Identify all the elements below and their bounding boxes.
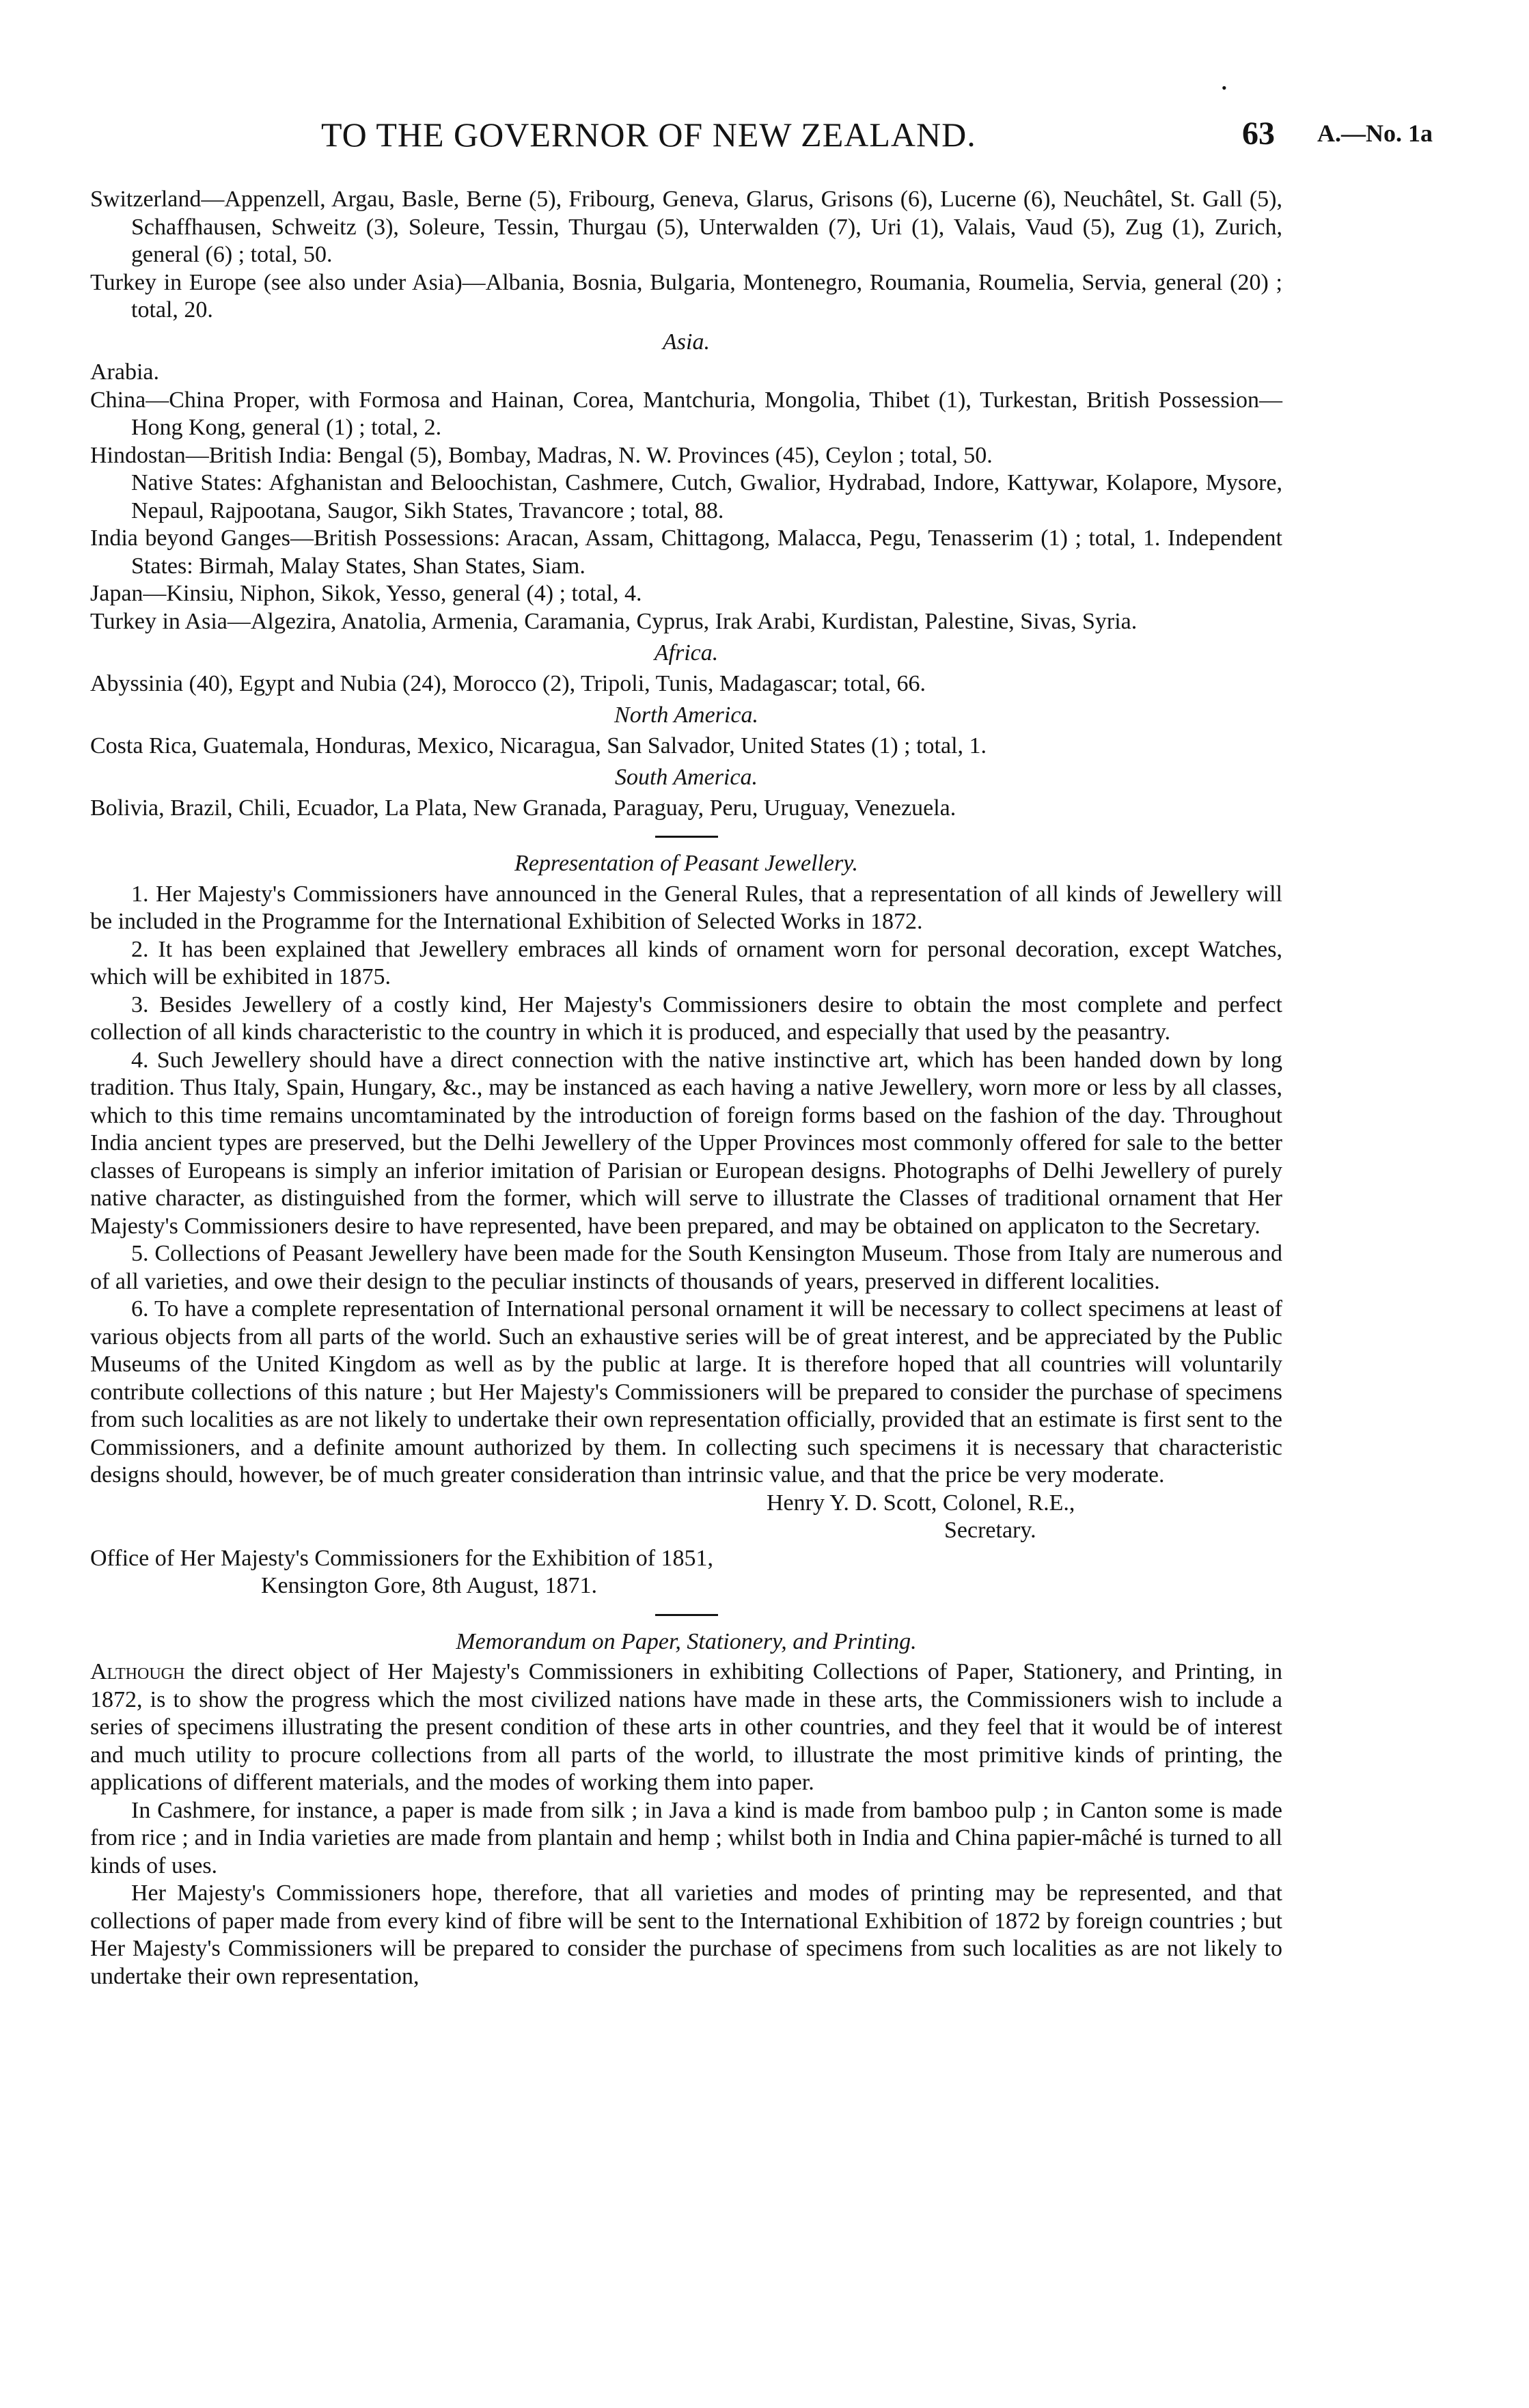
lead-word: Although xyxy=(90,1659,185,1684)
entry-arabia: Arabia. xyxy=(90,359,160,385)
section-divider xyxy=(655,1614,718,1616)
signature-title: Secretary. xyxy=(944,1518,1036,1543)
entry-china: China—China Proper, with Formosa and Hainan, Corea, Mantchuria, Mongolia, Thibet (1), Turkestan, British Possession—Hong Kong, general (1) ; total, 2. xyxy=(90,387,1282,440)
jewellery-paragraph-5: 5. Collections of Peasant Jewellery have been made for the South Kensington Museum. Those from Italy are numerous and of all varieties, and owe their design to the peculiar instincts of thousands of years, preserved in different localities. xyxy=(90,1241,1282,1294)
entry-africa: Abyssinia (40), Egypt and Nubia (24), Morocco (2), Tripoli, Tunis, Madagascar; total, 66. xyxy=(90,670,926,696)
entry-north-america: Costa Rica, Guatemala, Honduras, Mexico, Nicaragua, San Salvador, United States (1) ; total, 1. xyxy=(90,733,987,758)
page-body xyxy=(90,186,1282,1990)
memorandum-paragraph-3: Her Majesty's Commissioners hope, therefore, that all varieties and modes of printing may be represented, and that collections of paper made from every kind of fibre will be sent to the International Exhibition of 1872 by foreign countries ; but Her Majesty's Commissioners will be prepared to consider the purchase of specimens from such localities as are not likely to undertake their own representation, xyxy=(90,1880,1282,1989)
jewellery-paragraph-6: 6. To have a complete representation of International personal ornament it will be necessary to collect specimens at least of various objects from all parts of the world. Such an exhaustive series will be of great interest, and be appreciated by the Public Museums of the United Kingdom as well as by the public at large. It is therefore hoped that all countries will voluntarily contribute collections of this nature ; but Her Majesty's Commissioners will be prepared to consider the purchase of specimens from such localities as are not likely to undertake their own representation officially, provided that an estimate is first sent to the Commissioners, and a definite amount authorized by them. In collecting such specimens it is necessary that characteristic designs should, however, be of much greater consideration than intrinsic value, and that the price be very moderate. xyxy=(90,1296,1282,1488)
jewellery-paragraph-4: 4. Such Jewellery should have a direct connection with the native instinctive art, which has been handed down by long tradition. Thus Italy, Spain, Hungary, &c., may be instanced as each having a native Jewellery, worn more or less by all classes, which to this time remains uncomtaminated by the introduction of foreign forms based on the fashion of the day. Throughout India ancient types are preserved, but the Delhi Jewellery of the Upper Provinces most commonly offered for sale to the better classes of Europeans is simply an inferior imitation of Parisian or European designs. Photographs of Delhi Jewellery of purely native character, as distinguished from the former, which will serve to illustrate the Classes of traditional ornament that Her Majesty's Commissioners desire to have represented, have been prepared, and may be obtained on applicaton to the Secretary. xyxy=(90,1047,1282,1239)
jewellery-heading: Representation of Peasant Jewellery. xyxy=(514,851,858,876)
page-header xyxy=(0,79,1529,169)
signature-name: Henry Y. D. Scott, Colonel, R.E., xyxy=(767,1490,1075,1516)
document-reference: A.—No. 1a xyxy=(1317,120,1433,147)
entry-native-states: Native States: Afghanistan and Beloochistan, Cashmere, Cutch, Gwalior, Hydrabad, Indore, Kattywar, Kolapore, Mysore, Nepaul, Rajpootana, Saugor, Sikh States, Travancore ; total, 88. xyxy=(131,470,1282,523)
jewellery-paragraph-2: 2. It has been explained that Jewellery embraces all kinds of ornament worn for personal decoration, except Watches, which will be exhibited in 1875. xyxy=(90,936,1282,989)
margin-mark: • xyxy=(1222,79,1227,96)
entry-switzerland: Switzerland—Appenzell, Argau, Basle, Berne (5), Fribourg, Geneva, Glarus, Grisons (6), Lucerne (6), Neuchâtel, St. Gall (5), Schaffhausen, Schweitz (3), Soleure, Tessin, Thurgau (5), Unterwalden (7), Uri (1), Valais, Vaud (5), Zug (1), Zurich, general (6) ; total, 50. xyxy=(90,187,1282,267)
entry-turkey-europe: Turkey in Europe (see also under Asia)—Albania, Bosnia, Bulgaria, Montenegro, Roumania, Roumelia, Servia, general (20) ; total, 20. xyxy=(90,269,1282,323)
memorandum-paragraph-2: In Cashmere, for instance, a paper is made from silk ; in Java a kind is made from bamboo pulp ; in Canton some is made from rice ; and in India varieties are made from plantain and hemp ; whilst both in India and China papier-mâché is turned to all kinds of uses. xyxy=(90,1797,1282,1878)
section-heading-africa: Africa. xyxy=(654,640,719,666)
running-title: TO THE GOVERNOR OF NEW ZEALAND. xyxy=(321,115,976,154)
entry-turkey-asia: Turkey in Asia—Algezira, Anatolia, Armenia, Caramania, Cyprus, Irak Arabi, Kurdistan, Palestine, Sivas, Syria. xyxy=(90,608,1138,634)
section-heading-north-america: North America. xyxy=(614,702,758,728)
memorandum-heading: Memorandum on Paper, Stationery, and Printing. xyxy=(456,1628,917,1654)
entry-japan: Japan—Kinsiu, Niphon, Sikok, Yesso, general (4) ; total, 4. xyxy=(90,581,642,606)
jewellery-paragraph-3: 3. Besides Jewellery of a costly kind, Her Majesty's Commissioners desire to obtain the most complete and perfect collection of all kinds characteristic to the country in which it is produced, and especially that used by the peasantry. xyxy=(90,991,1282,1045)
jewellery-paragraph-1: 1. Her Majesty's Commissioners have announced in the General Rules, that a representation of all kinds of Jewellery will be included in the Programme for the International Exhibition of Selected Works in 1872. xyxy=(90,881,1282,934)
entry-hindostan: Hindostan—British India: Bengal (5), Bombay, Madras, N. W. Provinces (45), Ceylon ; total, 50. xyxy=(90,442,993,468)
section-heading-asia: Asia. xyxy=(663,329,710,355)
office-address-line-2: Kensington Gore, 8th August, 1871. xyxy=(261,1573,598,1598)
entry-south-america: Bolivia, Brazil, Chili, Ecuador, La Plata, New Granada, Paraguay, Peru, Uruguay, Venezuela. xyxy=(90,795,956,821)
office-address-line-1: Office of Her Majesty's Commissioners for the Exhibition of 1851, xyxy=(90,1545,714,1571)
section-divider xyxy=(655,836,718,838)
page-number: 63 xyxy=(1242,115,1275,152)
memorandum-paragraph-1 xyxy=(90,1658,1282,1797)
section-heading-south-america: South America. xyxy=(614,765,758,790)
memorandum-paragraph-1-text: the direct object of Her Majesty's Commissioners in exhibiting Collections of Paper, Stationery, and Printing, in 1872, is to show the progress which the most civilized nations have made in these arts, the Commissioners wish to include a series of specimens illustrating the present condition of these arts in other countries, and they feel that it would be of interest and much utility to procure collections from all parts of the world, to illustrate the most primitive kinds of printing, the applications of different materials, and the modes of working them into paper. xyxy=(90,1659,1282,1795)
entry-india-beyond-ganges: India beyond Ganges—British Possessions: Aracan, Assam, Chittagong, Malacca, Pegu, Tenasserim (1) ; total, 1. Independent States: Birmah, Malay States, Shan States, Siam. xyxy=(90,525,1282,579)
